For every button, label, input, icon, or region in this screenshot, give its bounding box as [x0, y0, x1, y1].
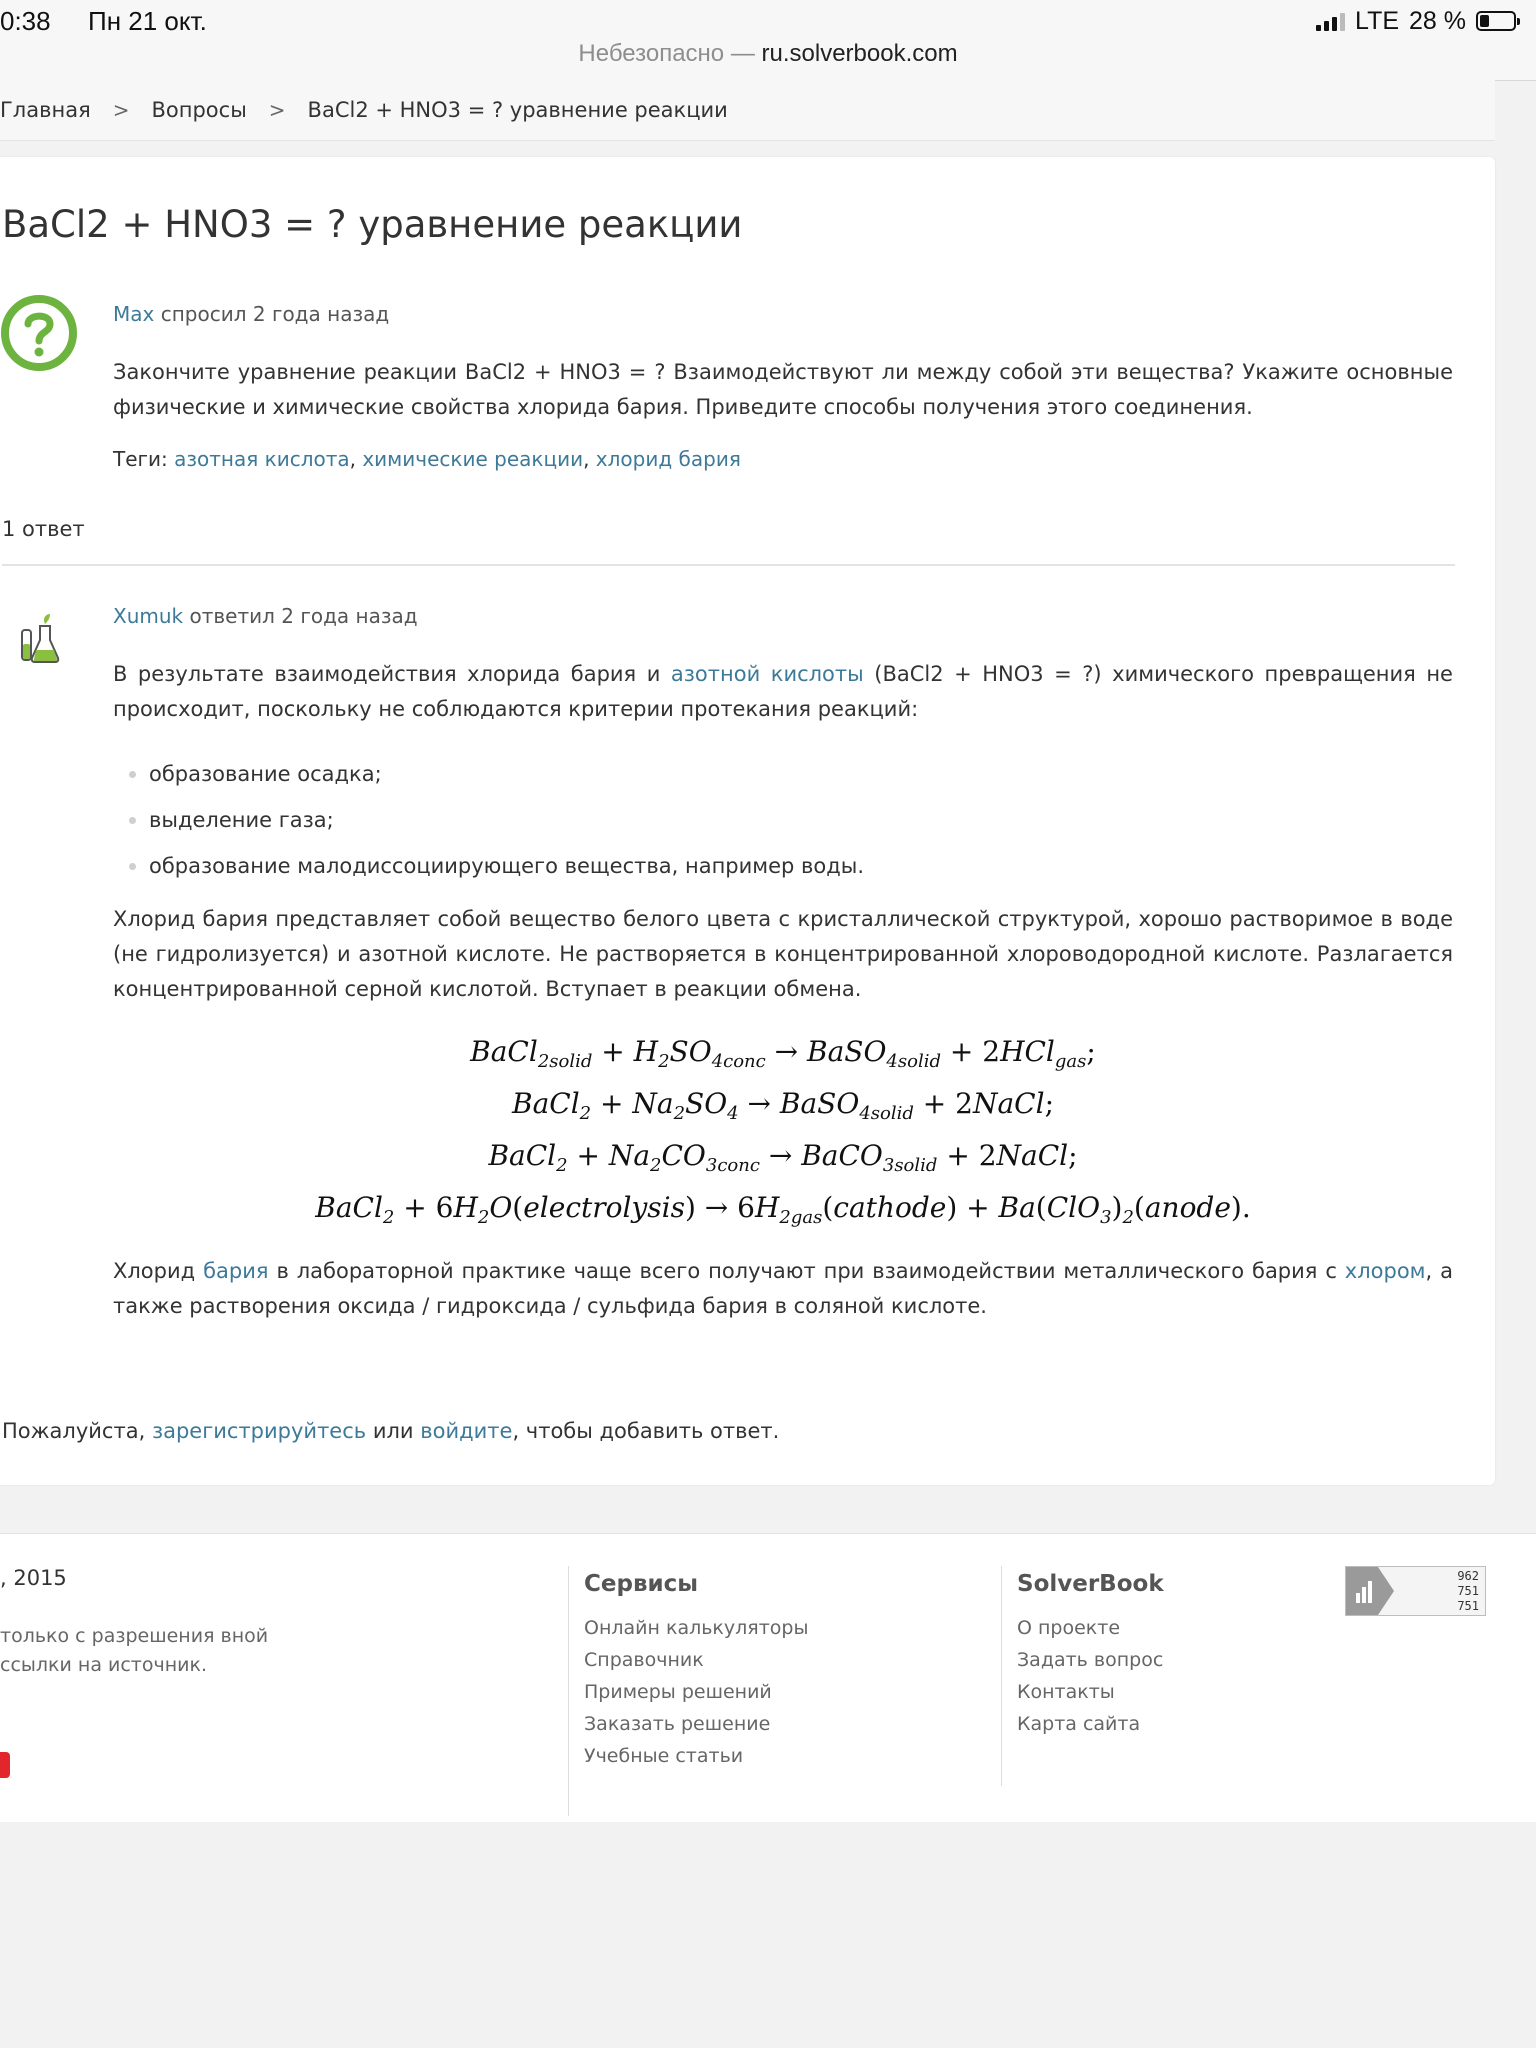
footer-services [568, 1566, 808, 1816]
footer-solverbook-title: SolverBook [1017, 1571, 1164, 1597]
answer-meta [113, 604, 418, 628]
tag-link[interactable]: хлорид бария [595, 447, 741, 471]
breadcrumb-current: BaCl2 + HNO3 = ? уравнение реакции [307, 98, 728, 122]
footer-link[interactable]: Справочник [584, 1649, 704, 1671]
footer-link[interactable]: Примеры решений [584, 1681, 772, 1703]
footer-link[interactable]: О проекте [1017, 1617, 1121, 1639]
address-bar[interactable] [0, 40, 1536, 68]
login-prompt: Пожалуйста, зарегистрируйтесь или войдите, чтобы добавить ответ. [2, 1419, 780, 1443]
battery-percent: 28 % [1409, 6, 1466, 35]
list-item: образование осадка; [113, 759, 864, 805]
network-type: LTE [1355, 6, 1400, 35]
question-body: Закончите уравнение реакции BaCl2 + HNO3 = ? Взаимодействуют ли между собой эти вещества? Укажите основные физические и химические свойства хлорида бария. Приведите способы получения этого соединения. [113, 360, 1453, 419]
tags-label: Теги: [113, 447, 168, 471]
breadcrumb [0, 80, 1495, 141]
nitric-acid-link[interactable]: азотной кислоты [670, 662, 864, 686]
chemistry-flask-icon [18, 612, 62, 664]
question-mark-icon [0, 294, 78, 372]
equation-3: BaCl$_2$ + $Na_2CO_{3conc}$ → BaCO$_{3solid}$ + 2NaCl; [488, 1139, 1078, 1176]
equations-block [113, 1026, 1453, 1234]
site-footer [0, 1533, 1536, 1822]
equation-2: BaCl$_2$ + $Na_2SO_4$ → BaSO$_{4solid}$ + 2NaCl; [512, 1087, 1054, 1124]
footer-link[interactable]: Задать вопрос [1017, 1649, 1164, 1671]
red-badge-icon[interactable] [0, 1752, 10, 1778]
question-author-link[interactable]: Max [113, 302, 155, 326]
login-link[interactable]: войдите [420, 1419, 513, 1443]
answer-paragraph-2: Хлорид бария представляет собой вещество белого цвета с кристаллической структурой, хорошо растворимое в воде (не гидролизуется) и азотной кислоте. Не растворяется в концентрированной хлороводородной кислоте. Разлагается концентрированной серной кислотой. Вступает в реакции обмена. [113, 907, 1453, 1001]
question-tags: Теги: азотная кислота, химические реакции, хлорид бария [113, 447, 741, 471]
breadcrumb-home[interactable]: Главная [0, 98, 91, 122]
visitor-counter[interactable] [1345, 1566, 1486, 1616]
not-secure-label: Небезопасно — [578, 40, 755, 67]
register-link[interactable]: зарегистрируйтесь [151, 1419, 367, 1443]
answer-paragraph-1: В результате взаимодействия хлорида бария и азотной кислоты (BaCl2 + HNO3 = ?) химического превращения не происходит, поскольку не соблюдаются критерии протекания реакций: [113, 662, 1453, 721]
answer-author-link[interactable]: Xumuk [113, 604, 184, 628]
ios-status-bar [0, 0, 1536, 81]
counter-values: 962 751 751 [1457, 1569, 1479, 1613]
list-item: выделение газа; [113, 805, 864, 851]
status-time: 0:38 [0, 6, 51, 36]
list-item: образование малодиссоциирующего вещества, например воды. [113, 851, 864, 897]
footer-link[interactable]: Заказать решение [584, 1713, 771, 1735]
footer-copyright: , 2015 [0, 1566, 67, 1590]
url-host: ru.solverbook.com [761, 40, 958, 67]
chevron-right-icon: > [268, 98, 286, 122]
chevron-right-icon: > [112, 98, 130, 122]
question-meta [113, 302, 389, 326]
equation-4: BaCl$_2$ + $6H_2O(electrolysis)$ → $6H_{2gas}(cathode)$ + $Ba(ClO_3)_2(anode)$. [315, 1191, 1251, 1228]
footer-services-title: Сервисы [584, 1571, 699, 1597]
footer-link[interactable]: Онлайн калькуляторы [584, 1617, 809, 1639]
chlorine-link[interactable]: хлором [1344, 1259, 1426, 1283]
reaction-criteria-list [113, 759, 864, 897]
barium-link[interactable]: бария [203, 1259, 269, 1283]
answer-time: ответил 2 года назад [189, 604, 418, 628]
status-date: Пн 21 окт. [88, 6, 207, 36]
status-right [1316, 6, 1516, 36]
cellular-signal-icon [1316, 11, 1345, 31]
question-asked-time: спросил 2 года назад [160, 302, 390, 326]
tag-link[interactable]: химические реакции [362, 447, 584, 471]
divider [2, 564, 1455, 566]
battery-icon [1476, 11, 1516, 31]
question-card [0, 157, 1495, 1485]
answer-paragraph-3: Хлорид бария в лабораторной практике чаще всего получают при взаимодействии металлического бария с хлором, а также растворения оксида / гидроксида / сульфида бария в соляной кислоте. [113, 1259, 1453, 1318]
footer-rights-notice: только с разрешения вной ссылки на источник. [0, 1625, 269, 1676]
footer-solverbook [1001, 1566, 1164, 1786]
equation-1: BaCl$_{2solid}$ + $H_2SO_{4conc}$ → BaSO$_{4solid}$ + 2HCl$_{gas}$; [470, 1035, 1096, 1072]
footer-link[interactable]: Карта сайта [1017, 1713, 1141, 1735]
breadcrumb-questions[interactable]: Вопросы [151, 98, 247, 122]
footer-link[interactable]: Учебные статьи [584, 1745, 744, 1767]
tag-link[interactable]: азотная кислота [174, 447, 350, 471]
page-title: BaCl2 + HNO3 = ? уравнение реакции [2, 203, 743, 246]
footer-link[interactable]: Контакты [1017, 1681, 1115, 1703]
counter-logo-icon [1346, 1567, 1394, 1615]
answers-count: 1 ответ [2, 517, 85, 541]
